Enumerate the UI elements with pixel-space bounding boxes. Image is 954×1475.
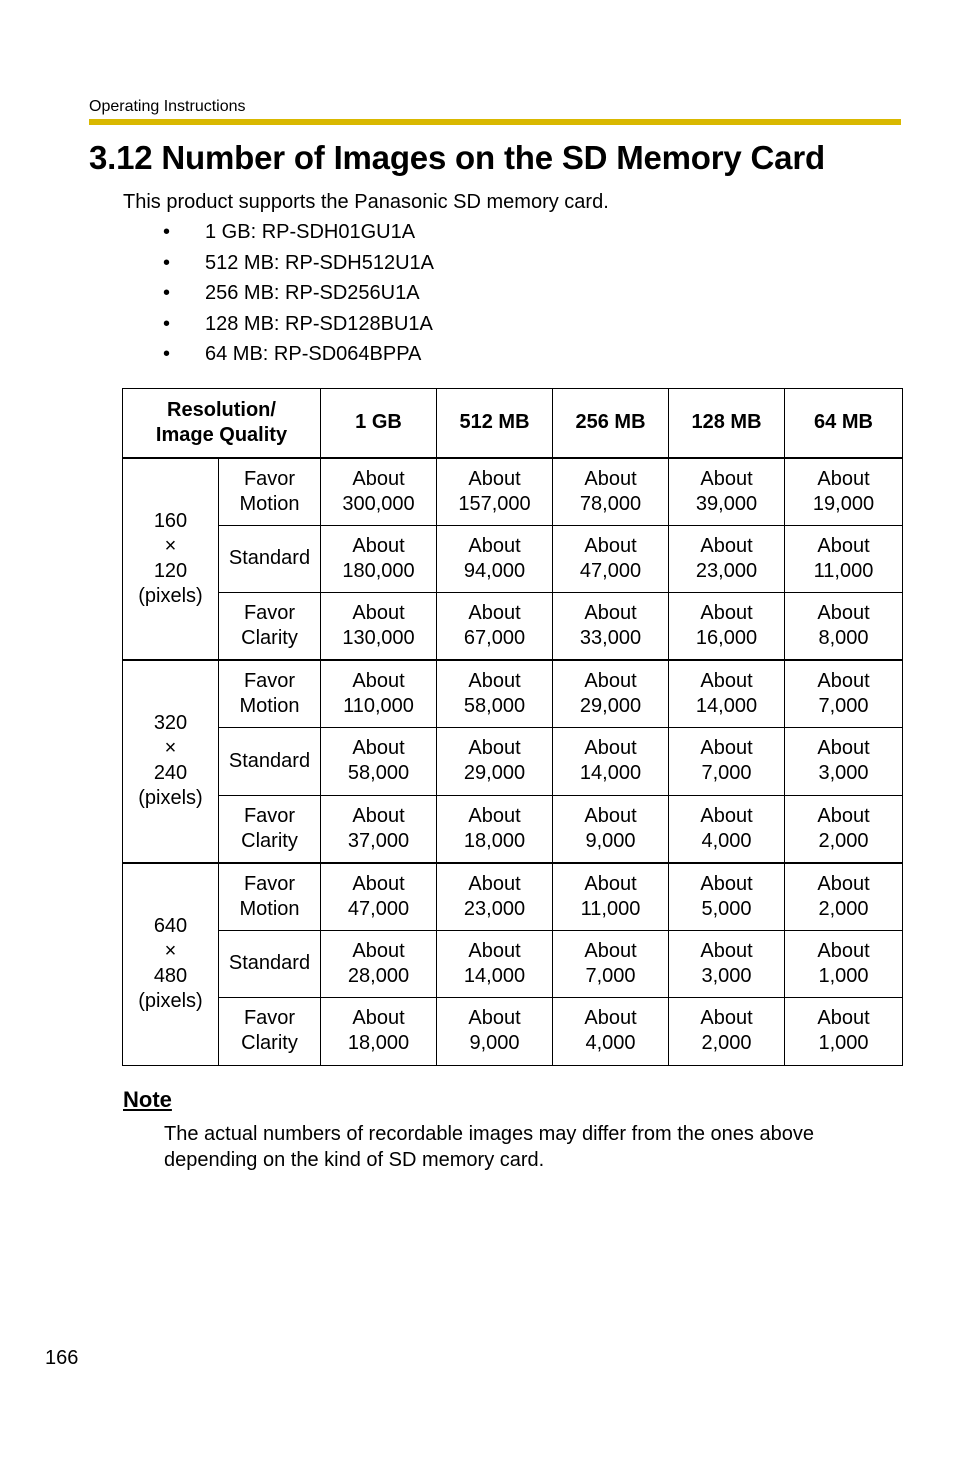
resolution-res-h: 480 [153,965,188,987]
count-value: 94,000 [463,559,526,582]
count-value: 16,000 [695,627,758,649]
about-label: About [468,670,521,692]
header-resolution-quality [123,389,321,458]
bullet: • [163,251,171,274]
model-label: 64 MB: RP-SD064BPPA [205,343,422,365]
about-label: About [352,872,405,895]
quality-line-1: Standard [228,547,311,570]
resolution-unit: (pixels) [138,584,203,607]
table-row [123,728,903,796]
quality-line-2: Clarity [241,1032,298,1055]
count-value: 78,000 [579,492,642,515]
count-cell [785,863,903,931]
note-text: The actual numbers of recordable images may differ from the ones above depending on the kind of SD memory card. [164,1123,814,1171]
count-value: 23,000 [695,559,758,582]
quality-line-1: Favor [243,1007,296,1030]
count-cell [553,998,669,1066]
count-value: 58,000 [463,695,526,717]
model-label: 1 GB: RP-SDH01GU1A [205,221,416,243]
about-label: About [700,737,753,760]
about-label: About [817,467,870,490]
count-value: 157,000 [458,492,531,515]
model-label: 256 MB: RP-SD256U1A [205,282,420,304]
quality-line-1: Favor [243,602,296,624]
table-row [123,458,903,526]
table-header-row [123,389,903,458]
count-cell [437,863,553,931]
count-cell [553,458,669,526]
list-item [123,251,434,282]
quality-line-1: Favor [243,467,296,490]
table-row [123,930,903,998]
header-capacity: 128 MB [669,389,785,458]
count-value: 7,000 [585,964,636,987]
quality-line-2: Motion [239,492,300,515]
count-cell [553,660,669,728]
header-resolution-label: Resolution/ [167,398,276,421]
about-label: About [468,1007,521,1030]
count-cell [669,930,785,998]
count-value: 28,000 [347,964,410,987]
list-item [123,220,434,251]
model-label: 128 MB: RP-SD128BU1A [205,312,433,335]
count-value: 4,000 [585,1032,636,1055]
count-value: 47,000 [347,897,410,920]
about-label: About [817,737,870,760]
about-label: About [584,467,637,490]
quality-cell [219,660,321,728]
count-cell [437,593,553,661]
about-label: About [700,804,753,827]
count-cell [785,930,903,998]
count-value: 67,000 [463,627,526,649]
resolution-res-w: 160 [153,509,188,532]
about-label: About [352,939,405,962]
quality-cell [219,525,321,593]
count-value: 18,000 [463,829,526,852]
count-value: 130,000 [342,627,415,649]
count-cell [785,525,903,593]
model-label: 512 MB: RP-SDH512U1A [205,251,434,274]
resolution-times: × [164,534,177,557]
bullet: • [163,312,171,335]
count-value: 39,000 [695,492,758,515]
header-rule [89,119,901,125]
about-label: About [817,670,870,692]
about-label: About [468,939,521,962]
count-cell [553,930,669,998]
count-cell [669,998,785,1066]
count-value: 37,000 [347,829,410,852]
bullet: • [163,221,171,243]
count-cell [321,458,437,526]
about-label: About [352,804,405,827]
count-cell [669,593,785,661]
count-value: 11,000 [813,559,874,582]
count-cell [553,863,669,931]
count-value: 2,000 [818,897,869,920]
quality-cell [219,998,321,1066]
about-label: About [817,804,870,827]
about-label: About [700,602,753,624]
count-value: 3,000 [701,964,752,987]
count-cell [553,795,669,863]
count-cell [785,593,903,661]
count-cell [437,998,553,1066]
count-cell [669,728,785,796]
count-cell [669,660,785,728]
about-label: About [468,602,521,624]
resolution-cell [123,660,219,863]
about-label: About [468,534,521,557]
about-label: About [584,872,637,895]
resolution-res-w: 640 [153,915,188,937]
count-cell [321,795,437,863]
count-cell [785,728,903,796]
bullet: • [163,343,171,365]
list-item [123,312,434,343]
count-value: 9,000 [585,829,636,852]
quality-line-1: Standard [228,749,311,772]
about-label: About [584,737,637,760]
count-value: 18,000 [347,1032,410,1055]
quality-line-1: Favor [243,872,296,895]
about-label: About [700,872,753,895]
list-item [123,281,434,312]
quality-line-1: Favor [243,804,296,827]
count-cell [321,998,437,1066]
count-cell [321,525,437,593]
about-label: About [817,939,870,962]
sd-card-model-list [123,220,434,373]
about-label: About [700,467,753,490]
count-cell [437,728,553,796]
bullet: • [163,282,171,304]
count-value: 4,000 [701,829,752,852]
count-cell [321,930,437,998]
count-cell [785,458,903,526]
count-value: 14,000 [463,964,526,987]
about-label: About [352,602,405,624]
quality-line-2: Clarity [241,829,298,852]
count-value: 5,000 [701,897,752,920]
header-capacity: 512 MB [437,389,553,458]
about-label: About [468,467,521,490]
table-row [123,525,903,593]
about-label: About [352,534,405,557]
quality-line-2: Motion [239,897,300,920]
about-label: About [468,737,521,760]
header-capacity: 1 GB [321,389,437,458]
quality-cell [219,728,321,796]
about-label: About [700,670,753,692]
count-cell [321,863,437,931]
header-capacity: 256 MB [553,389,669,458]
count-value: 19,000 [812,492,875,515]
about-label: About [584,939,637,962]
about-label: About [817,1007,870,1030]
header-quality-label: Image Quality [155,423,288,446]
images-capacity-table [122,388,903,1066]
count-value: 7,000 [818,695,869,717]
count-value: 110,000 [343,695,414,717]
quality-cell [219,458,321,526]
quality-line-1: Favor [243,670,296,692]
about-label: About [584,534,637,557]
count-value: 180,000 [342,559,415,582]
count-cell [553,593,669,661]
resolution-res-h: 240 [153,762,188,785]
resolution-res-h: 120 [153,559,188,582]
count-cell [437,795,553,863]
count-value: 47,000 [579,559,642,582]
count-value: 14,000 [695,695,758,717]
about-label: About [817,872,870,895]
count-cell [669,795,785,863]
count-cell [437,930,553,998]
quality-line-2: Motion [239,695,300,717]
about-label: About [700,1007,753,1030]
count-cell [553,728,669,796]
count-value: 7,000 [701,762,752,785]
table-row [123,795,903,863]
count-value: 2,000 [701,1032,752,1055]
page-number: 166 [45,1347,79,1369]
count-cell [785,998,903,1066]
about-label: About [700,939,753,962]
about-label: About [352,737,405,760]
about-label: About [584,804,637,827]
count-value: 3,000 [818,762,869,785]
count-cell [437,660,553,728]
page-title: 3.12 Number of Images on the SD Memory Card [89,139,825,176]
quality-line-1: Standard [228,952,311,975]
count-cell [437,525,553,593]
count-value: 2,000 [818,829,869,852]
about-label: About [352,670,405,692]
count-cell [669,525,785,593]
resolution-cell [123,458,219,661]
count-cell [321,593,437,661]
resolution-res-w: 320 [153,712,188,735]
header-capacity: 64 MB [785,389,903,458]
intro-text: This product supports the Panasonic SD memory card. [123,191,609,213]
about-label: About [584,602,637,624]
count-cell [785,660,903,728]
count-cell [321,728,437,796]
about-label: About [817,534,870,557]
count-value: 1,000 [818,1032,869,1055]
count-cell [669,863,785,931]
table-row [123,998,903,1066]
quality-cell [219,593,321,661]
count-value: 29,000 [579,695,642,717]
table-row [123,593,903,661]
about-label: About [468,872,521,895]
count-value: 9,000 [469,1032,520,1055]
about-label: About [352,467,405,490]
count-value: 33,000 [579,627,642,649]
running-header: Operating Instructions [89,98,246,115]
quality-cell [219,863,321,931]
count-cell [785,795,903,863]
about-label: About [352,1007,405,1030]
resolution-times: × [164,940,177,962]
table-row [123,660,903,728]
about-label: About [468,804,521,827]
quality-cell [219,930,321,998]
about-label: About [817,602,870,624]
count-cell [553,525,669,593]
list-item [123,342,434,373]
note-heading: Note [123,1087,172,1112]
count-value: 23,000 [463,897,526,920]
about-label: About [584,670,637,692]
count-cell [437,458,553,526]
count-value: 1,000 [818,964,869,987]
about-label: About [584,1007,637,1030]
resolution-cell [123,863,219,1066]
resolution-unit: (pixels) [138,787,203,810]
resolution-times: × [164,737,177,760]
count-value: 14,000 [579,762,642,785]
quality-line-2: Clarity [241,627,298,649]
count-value: 58,000 [347,762,410,785]
count-value: 300,000 [342,492,415,515]
quality-cell [219,795,321,863]
count-cell [669,458,785,526]
count-value: 29,000 [463,762,526,785]
count-value: 11,000 [580,897,641,920]
count-value: 8,000 [818,627,869,649]
about-label: About [700,534,753,557]
table-row [123,863,903,931]
count-cell [321,660,437,728]
resolution-unit: (pixels) [138,990,203,1012]
